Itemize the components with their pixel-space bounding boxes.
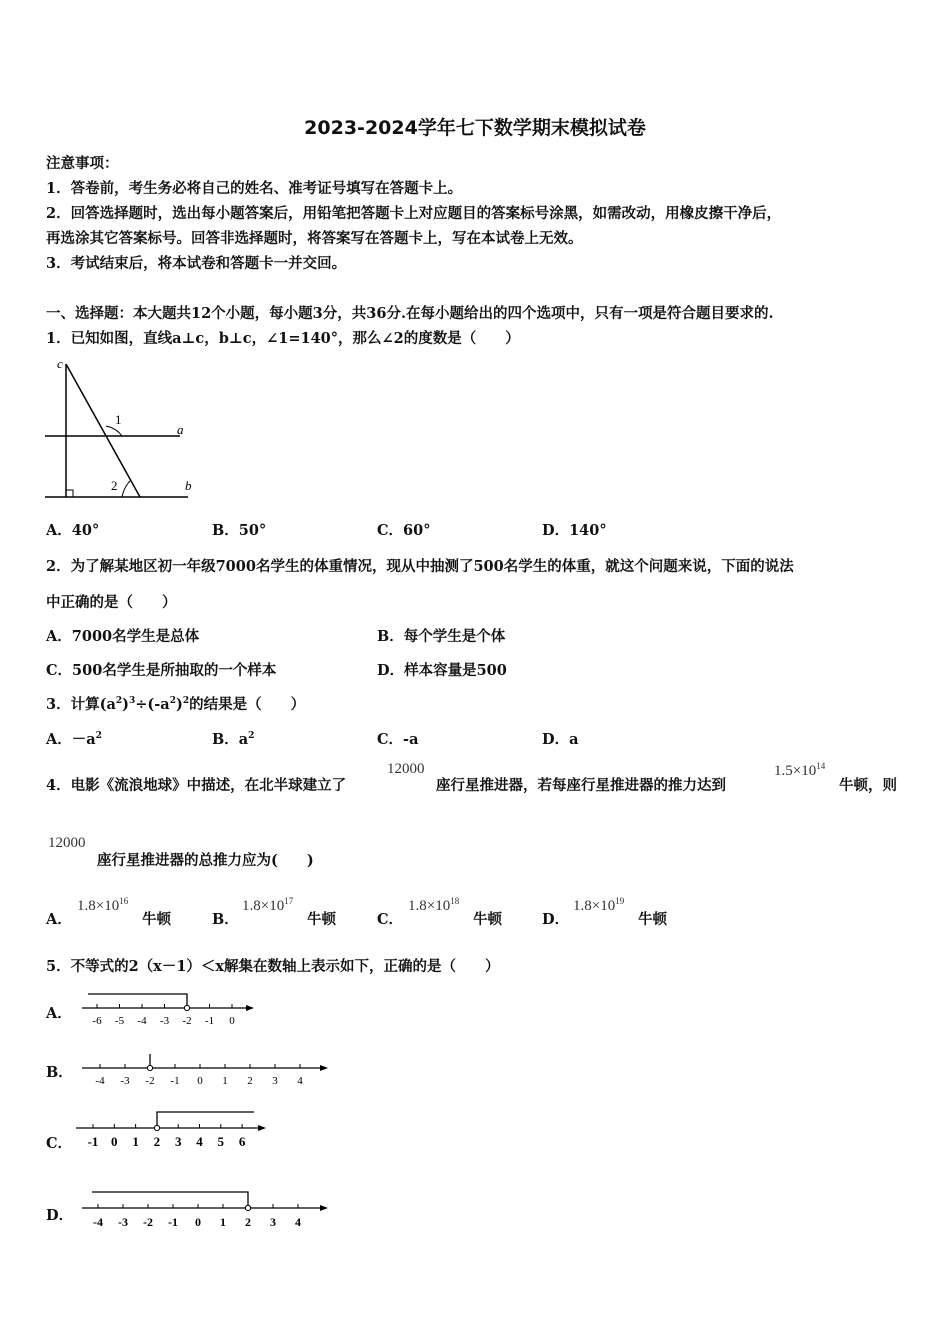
tick-label: -5 bbox=[114, 1015, 125, 1027]
q4-option-a[interactable]: A． bbox=[46, 911, 72, 928]
q2-option-d[interactable]: D．样本容量是500 bbox=[377, 662, 507, 679]
q5-number-line-d bbox=[78, 1186, 333, 1230]
open-point bbox=[147, 1065, 152, 1070]
q4-stem-part2: 座行星推进器，若每座行星推进器的推力达到 bbox=[436, 777, 726, 794]
q1-option-d[interactable]: D．140° bbox=[542, 522, 607, 539]
tick-label: 1 bbox=[220, 1215, 226, 1229]
right-angle-mark bbox=[66, 490, 73, 497]
axis-arrow bbox=[320, 1205, 328, 1211]
q5-option-c[interactable]: C． bbox=[46, 1135, 73, 1152]
tick-label: -6 bbox=[92, 1015, 102, 1027]
q4-option-a-unit: 牛顿 bbox=[142, 911, 171, 928]
q4-option-c[interactable]: C． bbox=[377, 911, 404, 928]
q5-option-b[interactable]: B． bbox=[46, 1064, 73, 1081]
q5-option-d[interactable]: D． bbox=[46, 1207, 74, 1224]
section-heading: 一、选择题：本大题共12个小题，每小题3分，共36分.在每小题给出的四个选项中，只有一项是符合题目要求的. bbox=[46, 305, 774, 322]
tick-label: 2 bbox=[153, 1134, 161, 1149]
tick-label: -4 bbox=[93, 1215, 103, 1229]
q5-number-line-c bbox=[72, 1108, 272, 1150]
q1-stem: 1．已知如图，直线a⊥c，b⊥c，∠1=140°，那么∠2的度数是（ ） bbox=[46, 330, 520, 347]
axis-arrow bbox=[320, 1065, 328, 1071]
tick-label: 3 bbox=[272, 1075, 278, 1087]
page-title: 2023-2024学年七下数学期末模拟试卷 bbox=[304, 117, 646, 139]
q3-option-c[interactable]: C．-a bbox=[377, 731, 419, 748]
tick-label: 0 bbox=[111, 1134, 118, 1149]
tick-label: -1 bbox=[87, 1134, 99, 1149]
label-angle2: 2 bbox=[111, 478, 118, 493]
tick-label: -4 bbox=[95, 1075, 105, 1087]
q4-option-d[interactable]: D． bbox=[542, 911, 570, 928]
q5-number-line-b bbox=[78, 1048, 333, 1088]
tick-label: -2 bbox=[145, 1075, 155, 1087]
tick-label: 2 bbox=[245, 1215, 251, 1229]
notice-item-3: 3．考试结束后，将本试卷和答题卡一并交回。 bbox=[46, 255, 347, 272]
solution-ray bbox=[157, 1112, 254, 1128]
q4-option-d-value: $1.8\times 10^{19}$ bbox=[573, 896, 625, 914]
tick-label: 0 bbox=[197, 1075, 203, 1087]
q4-num1: 12000 bbox=[387, 761, 425, 777]
tick-label: 3 bbox=[270, 1215, 276, 1229]
q4-force: $1.5\times 10^{14}$ bbox=[774, 761, 826, 779]
q3-option-d[interactable]: D．a bbox=[542, 731, 579, 748]
tick-label: 1 bbox=[132, 1134, 139, 1149]
q5-number-line-a bbox=[78, 990, 258, 1030]
q3-option-b[interactable]: B．$a^2$ bbox=[212, 731, 255, 748]
q4-option-c-unit: 牛顿 bbox=[473, 911, 502, 928]
tick-label: 0 bbox=[229, 1015, 235, 1027]
label-angle1: 1 bbox=[115, 412, 122, 427]
tick-label: -2 bbox=[182, 1015, 192, 1027]
label-c: c bbox=[57, 356, 63, 371]
tick-label: 2 bbox=[247, 1075, 253, 1087]
label-b: b bbox=[185, 478, 192, 493]
q5-option-a[interactable]: A． bbox=[46, 1005, 72, 1022]
tick-label: 4 bbox=[295, 1215, 301, 1229]
tick-label: -3 bbox=[159, 1015, 170, 1027]
tick-label: 1 bbox=[222, 1075, 228, 1087]
open-point bbox=[245, 1205, 250, 1210]
tick-label: 6 bbox=[238, 1134, 246, 1149]
q2-option-a[interactable]: A．7000名学生是总体 bbox=[46, 628, 200, 645]
tick-label: -1 bbox=[170, 1075, 180, 1087]
q4-stem-line2: 座行星推进器的总推力应为( ) bbox=[97, 852, 314, 869]
notice-item-1: 1．答卷前，考生务必将自己的姓名、准考证号填写在答题卡上。 bbox=[46, 180, 463, 197]
q4-option-d-unit: 牛顿 bbox=[638, 911, 667, 928]
tick-label: 4 bbox=[297, 1075, 303, 1087]
tick-label: -2 bbox=[143, 1215, 153, 1229]
tick-label: -3 bbox=[118, 1215, 128, 1229]
q2-option-c[interactable]: C．500名学生是所抽取的一个样本 bbox=[46, 662, 277, 679]
q4-option-c-value: $1.8\times 10^{18}$ bbox=[408, 896, 460, 914]
notice-item-2: 2．回答选择题时，选出每小题答案后，用铅笔把答题卡上对应题目的答案标号涂黑，如需改动，用橡皮擦干净后， bbox=[46, 205, 782, 222]
tick-label: 5 bbox=[217, 1134, 225, 1149]
q4-num2: 12000 bbox=[48, 835, 86, 851]
solution-ray bbox=[88, 994, 187, 1008]
q1-option-b[interactable]: B．50° bbox=[212, 522, 267, 539]
q5-stem: 5．不等式的2（x－1）＜x解集在数轴上表示如下，正确的是（ ） bbox=[46, 958, 500, 975]
tick-label: 4 bbox=[196, 1134, 203, 1149]
axis-arrow bbox=[258, 1125, 266, 1131]
q4-option-a-value: $1.8\times 10^{16}$ bbox=[77, 896, 129, 914]
angle2-arc bbox=[122, 481, 130, 497]
q1-option-a[interactable]: A．40° bbox=[46, 522, 100, 539]
q4-option-b-unit: 牛顿 bbox=[307, 911, 336, 928]
tick-label: -1 bbox=[168, 1215, 178, 1229]
notice-item-2-cont: 再选涂其它答案标号。回答非选择题时，将答案写在答题卡上，写在本试卷上无效。 bbox=[46, 230, 583, 247]
solution-ray bbox=[92, 1192, 248, 1208]
q3-stem: 3．计算$(a^2)^3\div(-a^2)^2$的结果是（ ） bbox=[46, 696, 306, 713]
notice-heading: 注意事项： bbox=[46, 155, 119, 172]
label-a: a bbox=[177, 422, 184, 437]
q3-option-a[interactable]: A．$-a^2$ bbox=[46, 731, 102, 748]
q2-stem-line2: 中正确的是（ ） bbox=[46, 594, 177, 611]
tick-label: -1 bbox=[204, 1015, 215, 1027]
tick-label: 0 bbox=[195, 1215, 201, 1229]
q1-figure bbox=[40, 352, 200, 502]
tick-label: -4 bbox=[137, 1015, 147, 1027]
tick-label: 3 bbox=[174, 1134, 182, 1149]
transversal-line bbox=[66, 364, 140, 497]
axis-arrow bbox=[246, 1005, 254, 1011]
q4-stem-part3: 牛顿，则 bbox=[839, 777, 897, 794]
open-point bbox=[154, 1125, 159, 1130]
q1-option-c[interactable]: C．60° bbox=[377, 522, 431, 539]
q2-option-b[interactable]: B．每个学生是个体 bbox=[377, 628, 506, 645]
q4-stem-part1: 4．电影《流浪地球》中描述，在北半球建立了 bbox=[46, 777, 347, 794]
q4-option-b-value: $1.8\times 10^{17}$ bbox=[242, 896, 294, 914]
q4-option-b[interactable]: B． bbox=[212, 911, 239, 928]
tick-label: -3 bbox=[120, 1075, 130, 1087]
open-point bbox=[184, 1005, 189, 1010]
angle1-arc bbox=[106, 426, 122, 436]
q2-stem-line1: 2．为了解某地区初一年级7000名学生的体重情况，现从中抽测了500名学生的体重，就这个问题来说，下面的说法 bbox=[46, 558, 794, 575]
